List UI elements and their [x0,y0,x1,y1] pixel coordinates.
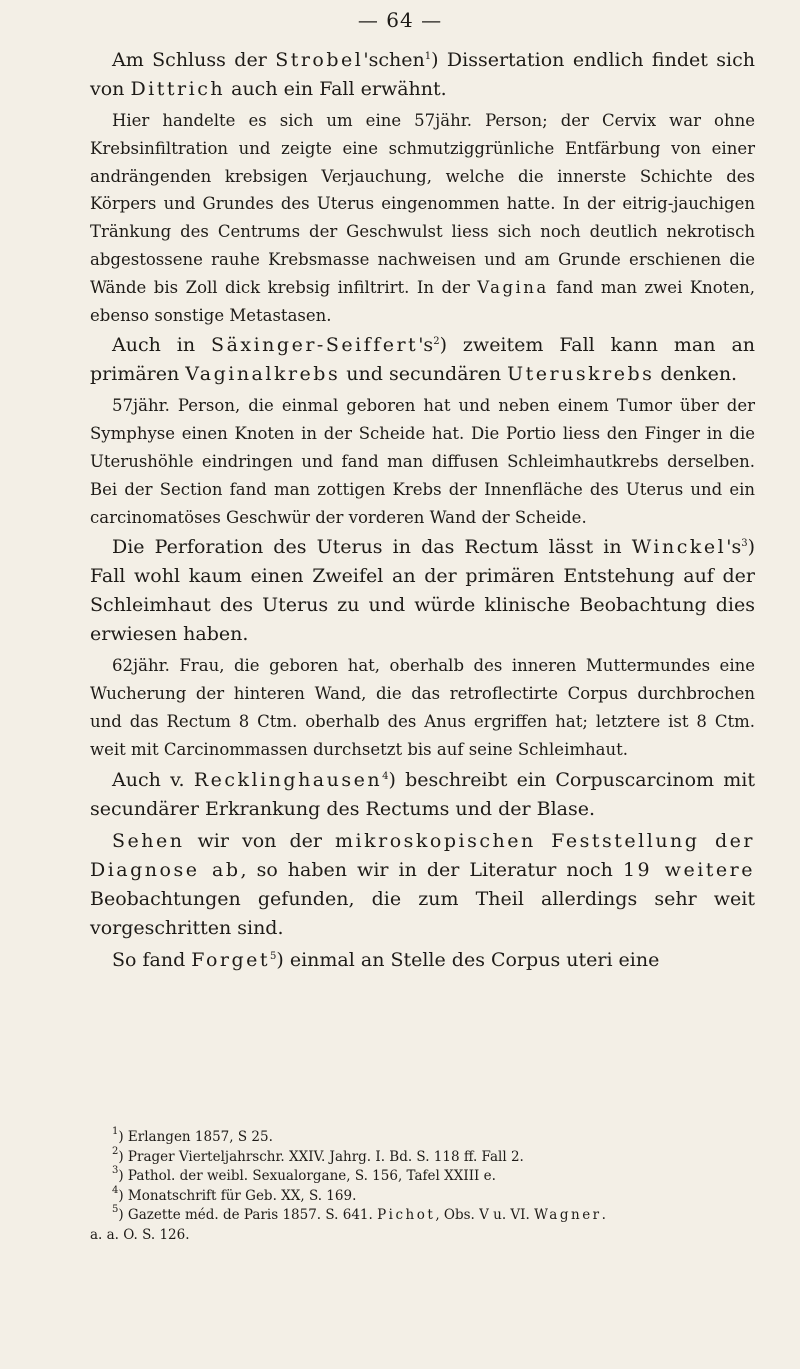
author-name: Recklinghausen [193,768,383,791]
paragraph-1: Am Schluss der Strobel'schen$^1$) Dissertation endlich findet sich von Dittrich auch ein Fall erwähnt. [90,49,755,100]
paragraph-4: 57jähr. Person, die einmal geboren hat und neben einem Tumor über der Symphyse einen Knoten in der Scheide hat. Die Portio liess den Finger in die Uterushöhle eindringen und fand man diffusen Schleimhautkrebs derselben. Bei der Section fand man zottigen Krebs der Innenfläche des Uterus und ein carcinomatöses Geschwür der vorderen Wand der Scheide. [90,396,755,527]
footnote-ref: 3 [741,538,748,550]
paragraph-7: Auch v. Recklinghausen$^4$) beschreibt ein Corpuscarcinom mit secundärer Erkrankung des Rectums und der Blase. [90,768,755,820]
author-name: Dittrich [130,78,226,100]
footnotes [90,1126,755,1245]
footnote-4: $^4$) Monatschrift für Geb. XX, S. 169. [112,1184,357,1204]
footnote-5-continued: a. a. O. S. 126. [90,1226,190,1243]
paragraph-8: Sehen wir von der mikroskopischen Feststellung der Diagnose ab, so haben wir in der Literatur noch 19 weitere Beobachtungen gefunden, die zum Theil allerdings sehr weit vorgeschritten sind. [90,829,755,939]
author-name: Winckel [631,536,727,559]
author-name: Forget [191,948,271,971]
paragraph-6: 62jähr. Frau, die geboren hat, oberhalb des inneren Muttermundes eine Wucherung der hinteren Wand, die das retroflectirte Corpus durchbrochen und das Rectum 8 Ctm. oberhalb des Anus ergriffen hat; letztere ist 8 Ctm. weit mit Carcinommassen durchsetzt bis auf seine Schleimhaut. [90,656,755,759]
footnote-ref: 5 [270,950,277,962]
paragraph-9: So fand Forget$^5$) einmal an Stelle des Corpus uteri eine [112,948,660,971]
author-name: Strobel [275,49,364,71]
footnote-1: $^1$) Erlangen 1857, S 25. [112,1126,273,1145]
paragraph-2: Hier handelte es sich um eine 57jähr. Person; der Cervix war ohne Krebsinfiltration und zeigte eine schmutziggrünliche Entfärbung von einer andrängenden krebsigen Verjauchung, welche die innerste Schichte des Körpers und Grundes des Uterus eingenommen hatte. In der eitrig-jauchigen Tränkung des Centrums der Geschwulst liess sich noch deutlich nekrotisch abgestossene rauhe Krebsmasse nachweisen und am Grunde erschienen die Wände bis Zoll dick krebsig infiltrirt. In der Vagina fand man zwei Knoten, ebenso sonstige Metastasen. [90,111,755,325]
page-number: — 64 — [357,8,443,32]
paragraph-3: Auch in Säxinger-$Seiffert's^2$) zweitem Fall kann man an primären Vaginalkrebs und secundären Uteruskrebs denken. [90,334,756,386]
footnote-2: $^2$) Prager Vierteljahrschr. XXIV. Jahrg. I. Bd. S. 118 ff. Fall 2. [112,1145,524,1165]
footnote-3: $^3$) Pathol. der weibl. Sexualorgane, S. 156, Tafel XXIII e. [112,1165,496,1184]
footnote-ref: 2 [433,336,440,348]
footnote-ref: 4 [382,770,389,782]
paragraph-5: Die Perforation des Uterus in das Rectum lässt in $Winckel's^3$) Fall wohl kaum einen Zweifel an der primären Entstehung auf der Schleimhaut des Uterus zu und würde klinische Beobachtung dies erwiesen haben. [90,536,755,646]
page-body [90,46,755,978]
footnote-5: $^5$) Gazette méd. de Paris 1857. S. 641. Pichot, Obs. V u. VI. Wagner. [112,1204,606,1223]
author-name: Säxinger-Seiffert [211,334,419,357]
footnote-ref: 1 [424,51,432,62]
